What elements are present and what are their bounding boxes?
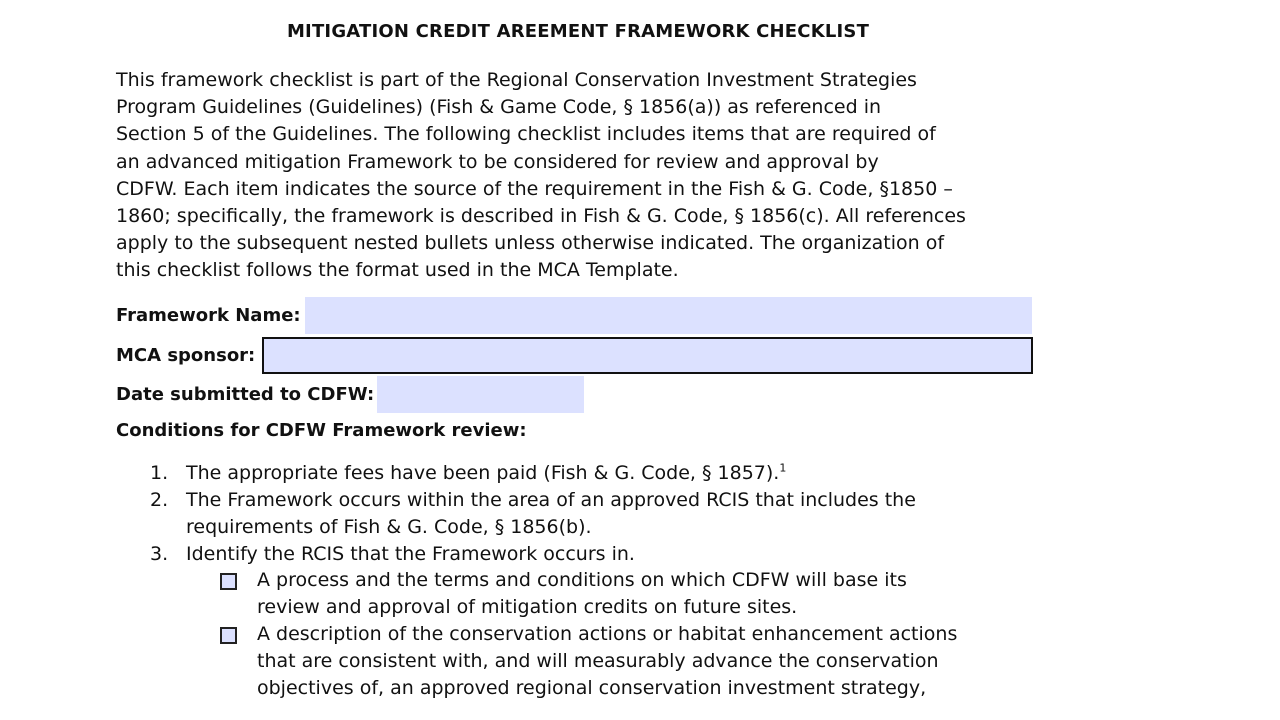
condition-number: 1. <box>150 462 169 484</box>
checklist-item <box>220 567 1060 621</box>
condition-line: requirements of Fish & G. Code, § 1856(b). <box>186 516 592 538</box>
checkbox-wrapper <box>220 567 257 621</box>
condition-text <box>186 487 916 541</box>
condition-number: 3. <box>150 543 169 565</box>
condition-line: The Framework occurs within the area of an approved RCIS that includes the <box>186 489 916 511</box>
checklist-checkbox[interactable] <box>220 573 237 590</box>
rcis-checklist <box>220 567 1060 702</box>
condition-number: 2. <box>150 489 169 511</box>
intro-line: this checklist follows the format used in the MCA Template. <box>116 259 679 282</box>
checkbox-wrapper <box>220 621 257 702</box>
condition-line: Identify the RCIS that the Framework occurs in. <box>186 543 635 565</box>
condition-text <box>186 460 786 487</box>
intro-line: an advanced mitigation Framework to be considered for review and approval by <box>116 150 879 173</box>
condition-line-text: The appropriate fees have been paid (Fish & G. Code, § 1857). <box>186 462 780 484</box>
intro-line: apply to the subsequent nested bullets unless otherwise indicated. The organization of <box>116 232 945 255</box>
intro-line: Program Guidelines (Guidelines) (Fish & Game Code, § 1856(a)) as referenced in <box>116 96 882 119</box>
date-submitted-row <box>116 376 584 413</box>
condition-item <box>150 460 1050 487</box>
checklist-line: review and approval of mitigation credits on future sites. <box>257 596 798 618</box>
checklist-text <box>257 567 907 621</box>
checklist-line: that are consistent with, and will measurably advance the conservation <box>257 650 939 672</box>
framework-name-field[interactable] <box>305 297 1032 334</box>
condition-text <box>186 541 635 568</box>
intro-line: CDFW. Each item indicates the source of the requirement in the Fish & G. Code, §1850 – <box>116 177 953 200</box>
intro-line: 1860; specifically, the framework is described in Fish & G. Code, § 1856(c). All references <box>116 204 966 227</box>
date-submitted-label: Date submitted to CDFW: <box>116 384 375 405</box>
condition-item <box>150 487 1050 541</box>
mca-sponsor-field[interactable] <box>262 337 1033 374</box>
checklist-checkbox[interactable] <box>220 627 237 644</box>
footnote-ref[interactable]: 1 <box>779 461 787 475</box>
framework-name-row <box>116 297 1032 334</box>
conditions-heading: Conditions for CDFW Framework review: <box>116 420 527 441</box>
condition-line <box>186 460 786 487</box>
conditions-list <box>150 460 1050 568</box>
checklist-item <box>220 621 1060 702</box>
framework-name-label: Framework Name: <box>116 305 301 326</box>
intro-paragraph <box>116 67 1056 285</box>
checklist-text <box>257 621 957 702</box>
intro-line: Section 5 of the Guidelines. The following checklist includes items that are required of <box>116 123 936 146</box>
intro-line: This framework checklist is part of the Regional Conservation Investment Strategies <box>116 69 917 91</box>
checklist-line: objectives of, an approved regional conservation investment strategy, <box>257 677 927 699</box>
page-title: MITIGATION CREDIT AREEMENT FRAMEWORK CHECKLIST <box>286 21 870 42</box>
mca-sponsor-label: MCA sponsor: <box>116 345 256 366</box>
checklist-line: A process and the terms and conditions on which CDFW will base its <box>257 569 907 591</box>
mca-sponsor-row <box>116 337 1033 374</box>
checklist-line: A description of the conservation actions or habitat enhancement actions <box>257 623 958 645</box>
condition-item <box>150 541 1050 568</box>
date-submitted-field[interactable] <box>377 376 584 413</box>
